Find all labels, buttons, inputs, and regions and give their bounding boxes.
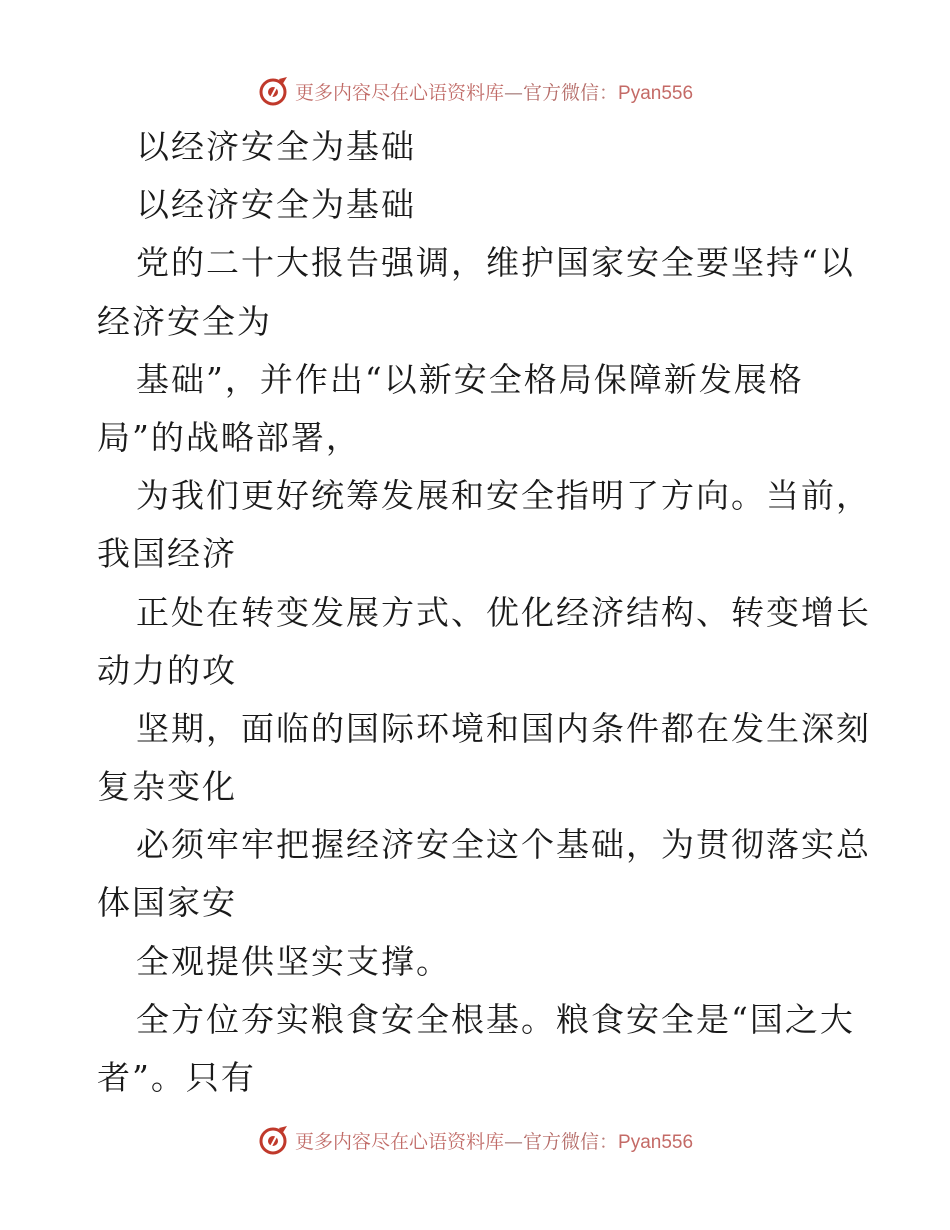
doc-line: 全观提供坚实支撑。 [136, 941, 451, 981]
doc-line: 体国家安 [97, 883, 237, 923]
doc-line: 必须牢牢把握经济安全这个基础，为贯彻落实总 [136, 825, 871, 865]
header-banner [0, 71, 950, 111]
footer-banner-text [295, 1127, 693, 1154]
doc-line: 正处在转变发展方式、优化经济结构、转变增长 [136, 592, 871, 632]
doc-line: 以经济安全为基础 [136, 185, 416, 225]
footer-banner [0, 1120, 950, 1160]
doc-line: 经济安全为 [97, 301, 272, 341]
doc-line: 党的二十大报告强调，维护国家安全要坚持“以 [136, 243, 855, 283]
footer-wechat-label: 官方微信 [522, 1130, 599, 1153]
feather-logo-icon [257, 1124, 289, 1156]
footer-wechat-id: Pyan556 [618, 1131, 694, 1153]
footer-separator: ： [599, 1130, 619, 1153]
header-banner-inner [257, 75, 693, 107]
document-body [97, 118, 871, 1107]
header-banner-dash: — [503, 81, 523, 104]
doc-line: 我国经济 [97, 534, 237, 574]
header-wechat-label: 官方微信 [522, 81, 599, 104]
header-wechat-id: Pyan556 [618, 82, 694, 104]
footer-banner-inner [257, 1124, 693, 1156]
doc-line: 坚期，面临的国际环境和国内条件都在发生深刻 [136, 708, 871, 748]
footer-banner-dash: — [503, 1130, 523, 1153]
feather-logo-icon [257, 75, 289, 107]
doc-line: 为我们更好统筹发展和安全指明了方向。当前， [136, 476, 871, 516]
doc-line: 基础”，并作出“以新安全格局保障新发展格 [136, 359, 804, 399]
doc-line: 动力的攻 [97, 650, 237, 690]
header-banner-slogan: 更多内容尽在心语资料库 [294, 81, 504, 104]
doc-line: 者”。只有 [97, 1058, 256, 1097]
doc-line: 以经济安全为基础 [136, 127, 416, 166]
doc-line: 全方位夯实粮食安全根基。粮食安全是“国之大 [136, 999, 855, 1039]
doc-line: 复杂变化 [97, 767, 237, 807]
doc-line: 局”的战略部署， [97, 417, 361, 457]
header-separator: ： [599, 81, 619, 104]
header-banner-text [295, 78, 693, 105]
footer-banner-slogan: 更多内容尽在心语资料库 [294, 1130, 504, 1153]
